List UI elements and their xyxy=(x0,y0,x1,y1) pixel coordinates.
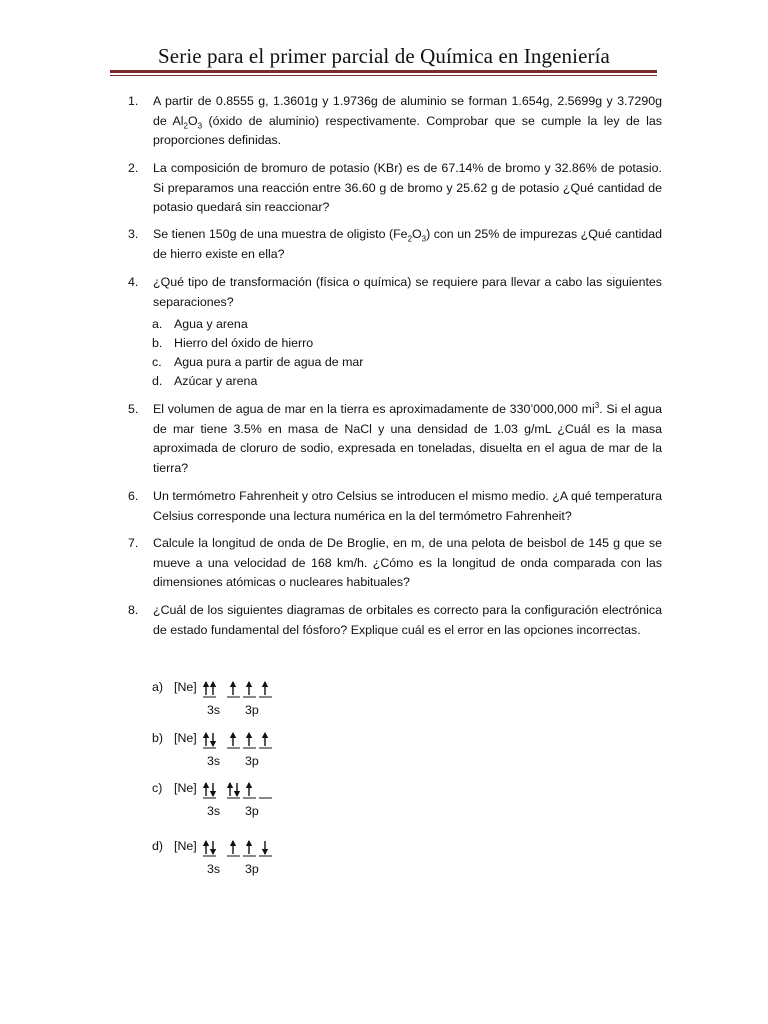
orbital-diagram-a: a) [Ne] 3s 3p xyxy=(152,680,302,718)
question-3: 3. Se tienen 150g de una muestra de oligisto $(Fe_2O_3)$ con un 25% de impurezas ¿Qué cantidad de hierro existe en ella? xyxy=(128,227,663,261)
electron-down-arrow xyxy=(234,783,240,797)
electron-up-arrow xyxy=(262,681,268,695)
question-6: 6. Un termómetro Fahrenheit y otro Celsius se introducen el mismo medio. ¿A qué temperatura Celsius corresponde una lectura numérica en la del termómetro Fahrenheit? xyxy=(128,489,662,523)
electron-up-arrow xyxy=(203,732,209,746)
electron-up-arrow xyxy=(230,732,236,746)
electron-up-arrow xyxy=(227,782,233,796)
orbital-boxes xyxy=(152,731,302,753)
electron-up-arrow xyxy=(230,840,236,854)
option-b: b. Hierro del óxido de hierro xyxy=(152,336,314,350)
question-number: 4. xyxy=(128,275,139,289)
electron-down-arrow xyxy=(210,841,216,855)
electron-up-arrow xyxy=(246,681,252,695)
electron-up-arrow xyxy=(210,681,216,695)
question-number: 6. xyxy=(128,489,139,503)
question-number: 5. xyxy=(128,402,139,416)
orbital-boxes xyxy=(152,680,302,702)
electron-down-arrow xyxy=(210,783,216,797)
question-number: 3. xyxy=(128,227,139,241)
electron-up-arrow xyxy=(246,840,252,854)
electron-up-arrow xyxy=(246,732,252,746)
option-a: a. Agua y arena xyxy=(152,317,248,331)
orbital-boxes xyxy=(152,839,302,861)
orbital-diagram-d: d) [Ne] 3s 3p xyxy=(152,839,302,877)
orbital-boxes xyxy=(152,781,302,803)
electron-up-arrow xyxy=(203,840,209,854)
question-2: 2. La composición de bromuro de potasio (KBr) es de 67.14% de bromo y 32.86% de potasio. Si preparamos una reacción entre 36.60 g de bromo y 25.62 g de potasio ¿Qué cantidad de potasio quedará sin reaccionar? xyxy=(128,161,662,215)
electron-up-arrow xyxy=(203,681,209,695)
electron-down-arrow xyxy=(210,733,216,747)
question-7: 7. Calcule la longitud de onda de De Broglie, en m, de una pelota de beisbol de 145 g que se mueve a una velocidad de 168 km/h. ¿Cómo es la longitud de onda comparada con las dimensiones atómicas o nucleares habituales? xyxy=(128,536,662,590)
question-4: 4. ¿Qué tipo de transformación (física o química) se requiere para llevar a cabo las siguientes separaciones? xyxy=(128,275,662,309)
electron-up-arrow xyxy=(203,782,209,796)
option-c: c. Agua pura a partir de agua de mar xyxy=(152,355,364,369)
question-number: 2. xyxy=(128,161,139,175)
question-1: 1. A partir de 0.8555 g, 1.3601g y 1.9736g de aluminio se forman 1.654g, 2.5699g y 3.7290g de $Al_2O_3$ (óxido de aluminio) respectivamente. Comprobar que se cumple la ley de las proporciones definidas. xyxy=(128,94,662,148)
question-8: 8. ¿Cuál de los siguientes diagramas de orbitales es correcto para la configuración electrónica de estado fundamental del fósforo? Explique cuál es el error en las opciones incorrectas. xyxy=(128,603,662,637)
option-d: d. Azúcar y arena xyxy=(152,374,258,388)
orbital-diagram-c: c) [Ne] 3s 3p xyxy=(152,781,302,819)
title-rule-thick xyxy=(110,70,657,73)
page-title: Serie para el primer parcial de Química en Ingeniería xyxy=(158,44,610,68)
electron-down-arrow xyxy=(262,841,268,855)
electron-up-arrow xyxy=(262,732,268,746)
question-number: 8. xyxy=(128,603,139,617)
question-number: 1. xyxy=(128,94,139,108)
title-rule-thin xyxy=(110,75,657,76)
electron-up-arrow xyxy=(230,681,236,695)
question-5: 5. El volumen de agua de mar en la tierra es aproximadamente de 330’000,000 $mi^3$. Si el agua de mar tiene 3.5% en masa de NaCl y una densidad de 1.03 g/mL ¿Cuál es la masa aproximada de cloruro de sodio, expresada en toneladas, disuelta en el agua de mar de la tierra? xyxy=(128,400,662,475)
electron-up-arrow xyxy=(246,782,252,796)
orbital-diagram-b: b) [Ne] 3s 3p xyxy=(152,731,302,769)
question-number: 7. xyxy=(128,536,139,550)
